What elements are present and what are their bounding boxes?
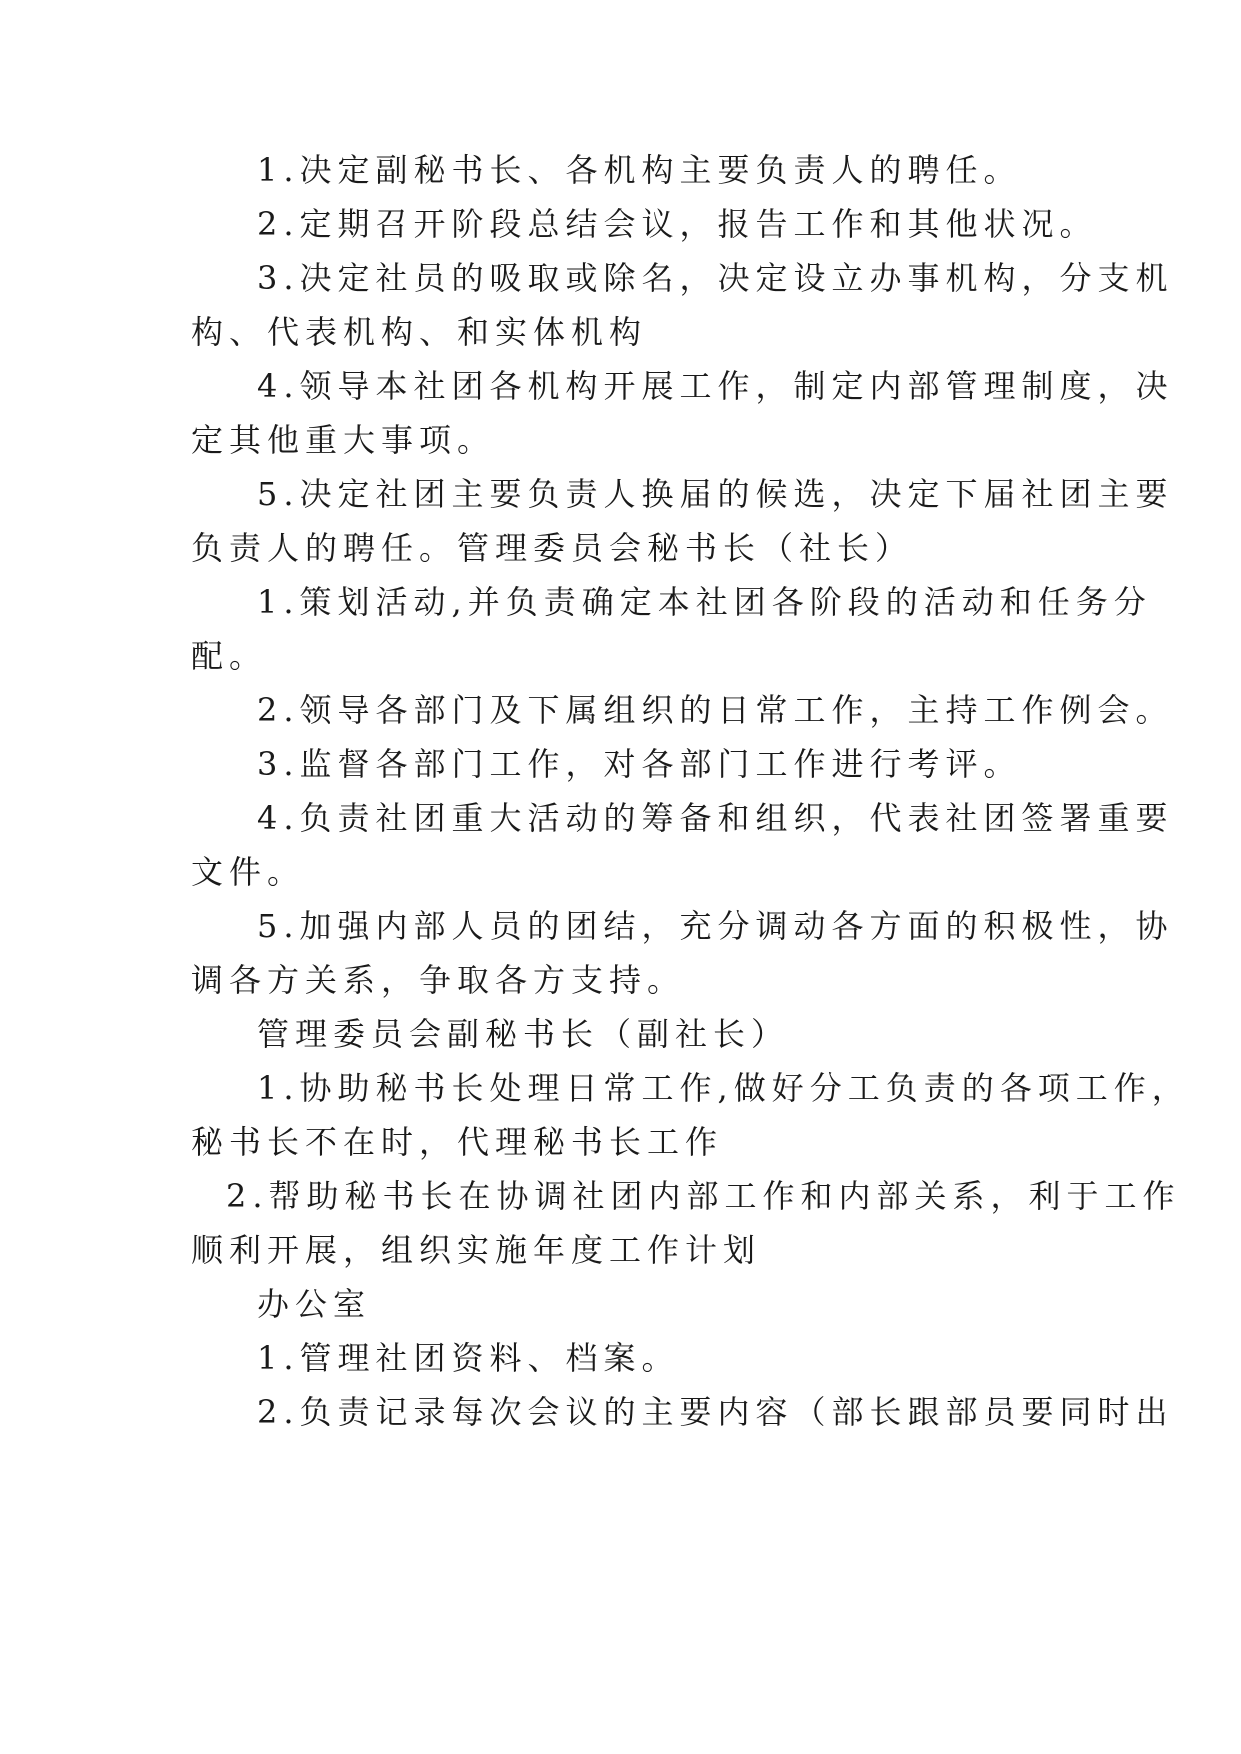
section-heading: 管理委员会副秘书长（副社长） (257, 1015, 790, 1053)
text-line: 1.决定副秘书长、各机构主要负责人的聘任。 (257, 151, 1022, 189)
text-line: 秘书长不在时，代理秘书长工作 (191, 1123, 724, 1161)
text-line: 2.帮助秘书长在协调社团内部工作和内部关系，利于工作 (226, 1177, 1181, 1215)
text-line: 1.协助秘书长处理日常工作,做好分工负责的各项工作， (257, 1069, 1190, 1107)
text-line: 5.决定社团主要负责人换届的候选，决定下届社团主要 (257, 475, 1174, 513)
text-line: 5.加强内部人员的团结，充分调动各方面的积极性，协 (257, 907, 1174, 945)
text-line: 3.监督各部门工作，对各部门工作进行考评。 (257, 745, 1022, 783)
text-line: 顺利开展，组织实施年度工作计划 (191, 1231, 762, 1269)
text-line: 文件。 (191, 853, 306, 891)
text-line: 4.领导本社团各机构开展工作，制定内部管理制度，决 (257, 367, 1174, 405)
text-line: 1.策划活动,并负责确定本社团各阶段的活动和任务分 (257, 583, 1152, 621)
text-line: 调各方关系，争取各方支持。 (191, 961, 686, 999)
text-line: 3.决定社员的吸取或除名，决定设立办事机构，分支机 (257, 259, 1174, 297)
section-heading: 办公室 (257, 1285, 372, 1323)
text-line: 配。 (191, 637, 268, 675)
text-line: 2.负责记录每次会议的主要内容（部长跟部员要同时出 (257, 1393, 1174, 1431)
text-line: 1.管理社团资料、档案。 (257, 1339, 680, 1377)
text-line: 2.定期召开阶段总结会议，报告工作和其他状况。 (257, 205, 1098, 243)
text-line: 4.负责社团重大活动的筹备和组织，代表社团签署重要 (257, 799, 1174, 837)
text-line: 构、代表机构、和实体机构 (191, 313, 648, 351)
text-line: 2.领导各部门及下属组织的日常工作，主持工作例会。 (257, 691, 1174, 729)
text-line: 负责人的聘任。管理委员会秘书长（社长） (191, 529, 914, 567)
text-line: 定其他重大事项。 (191, 421, 496, 459)
